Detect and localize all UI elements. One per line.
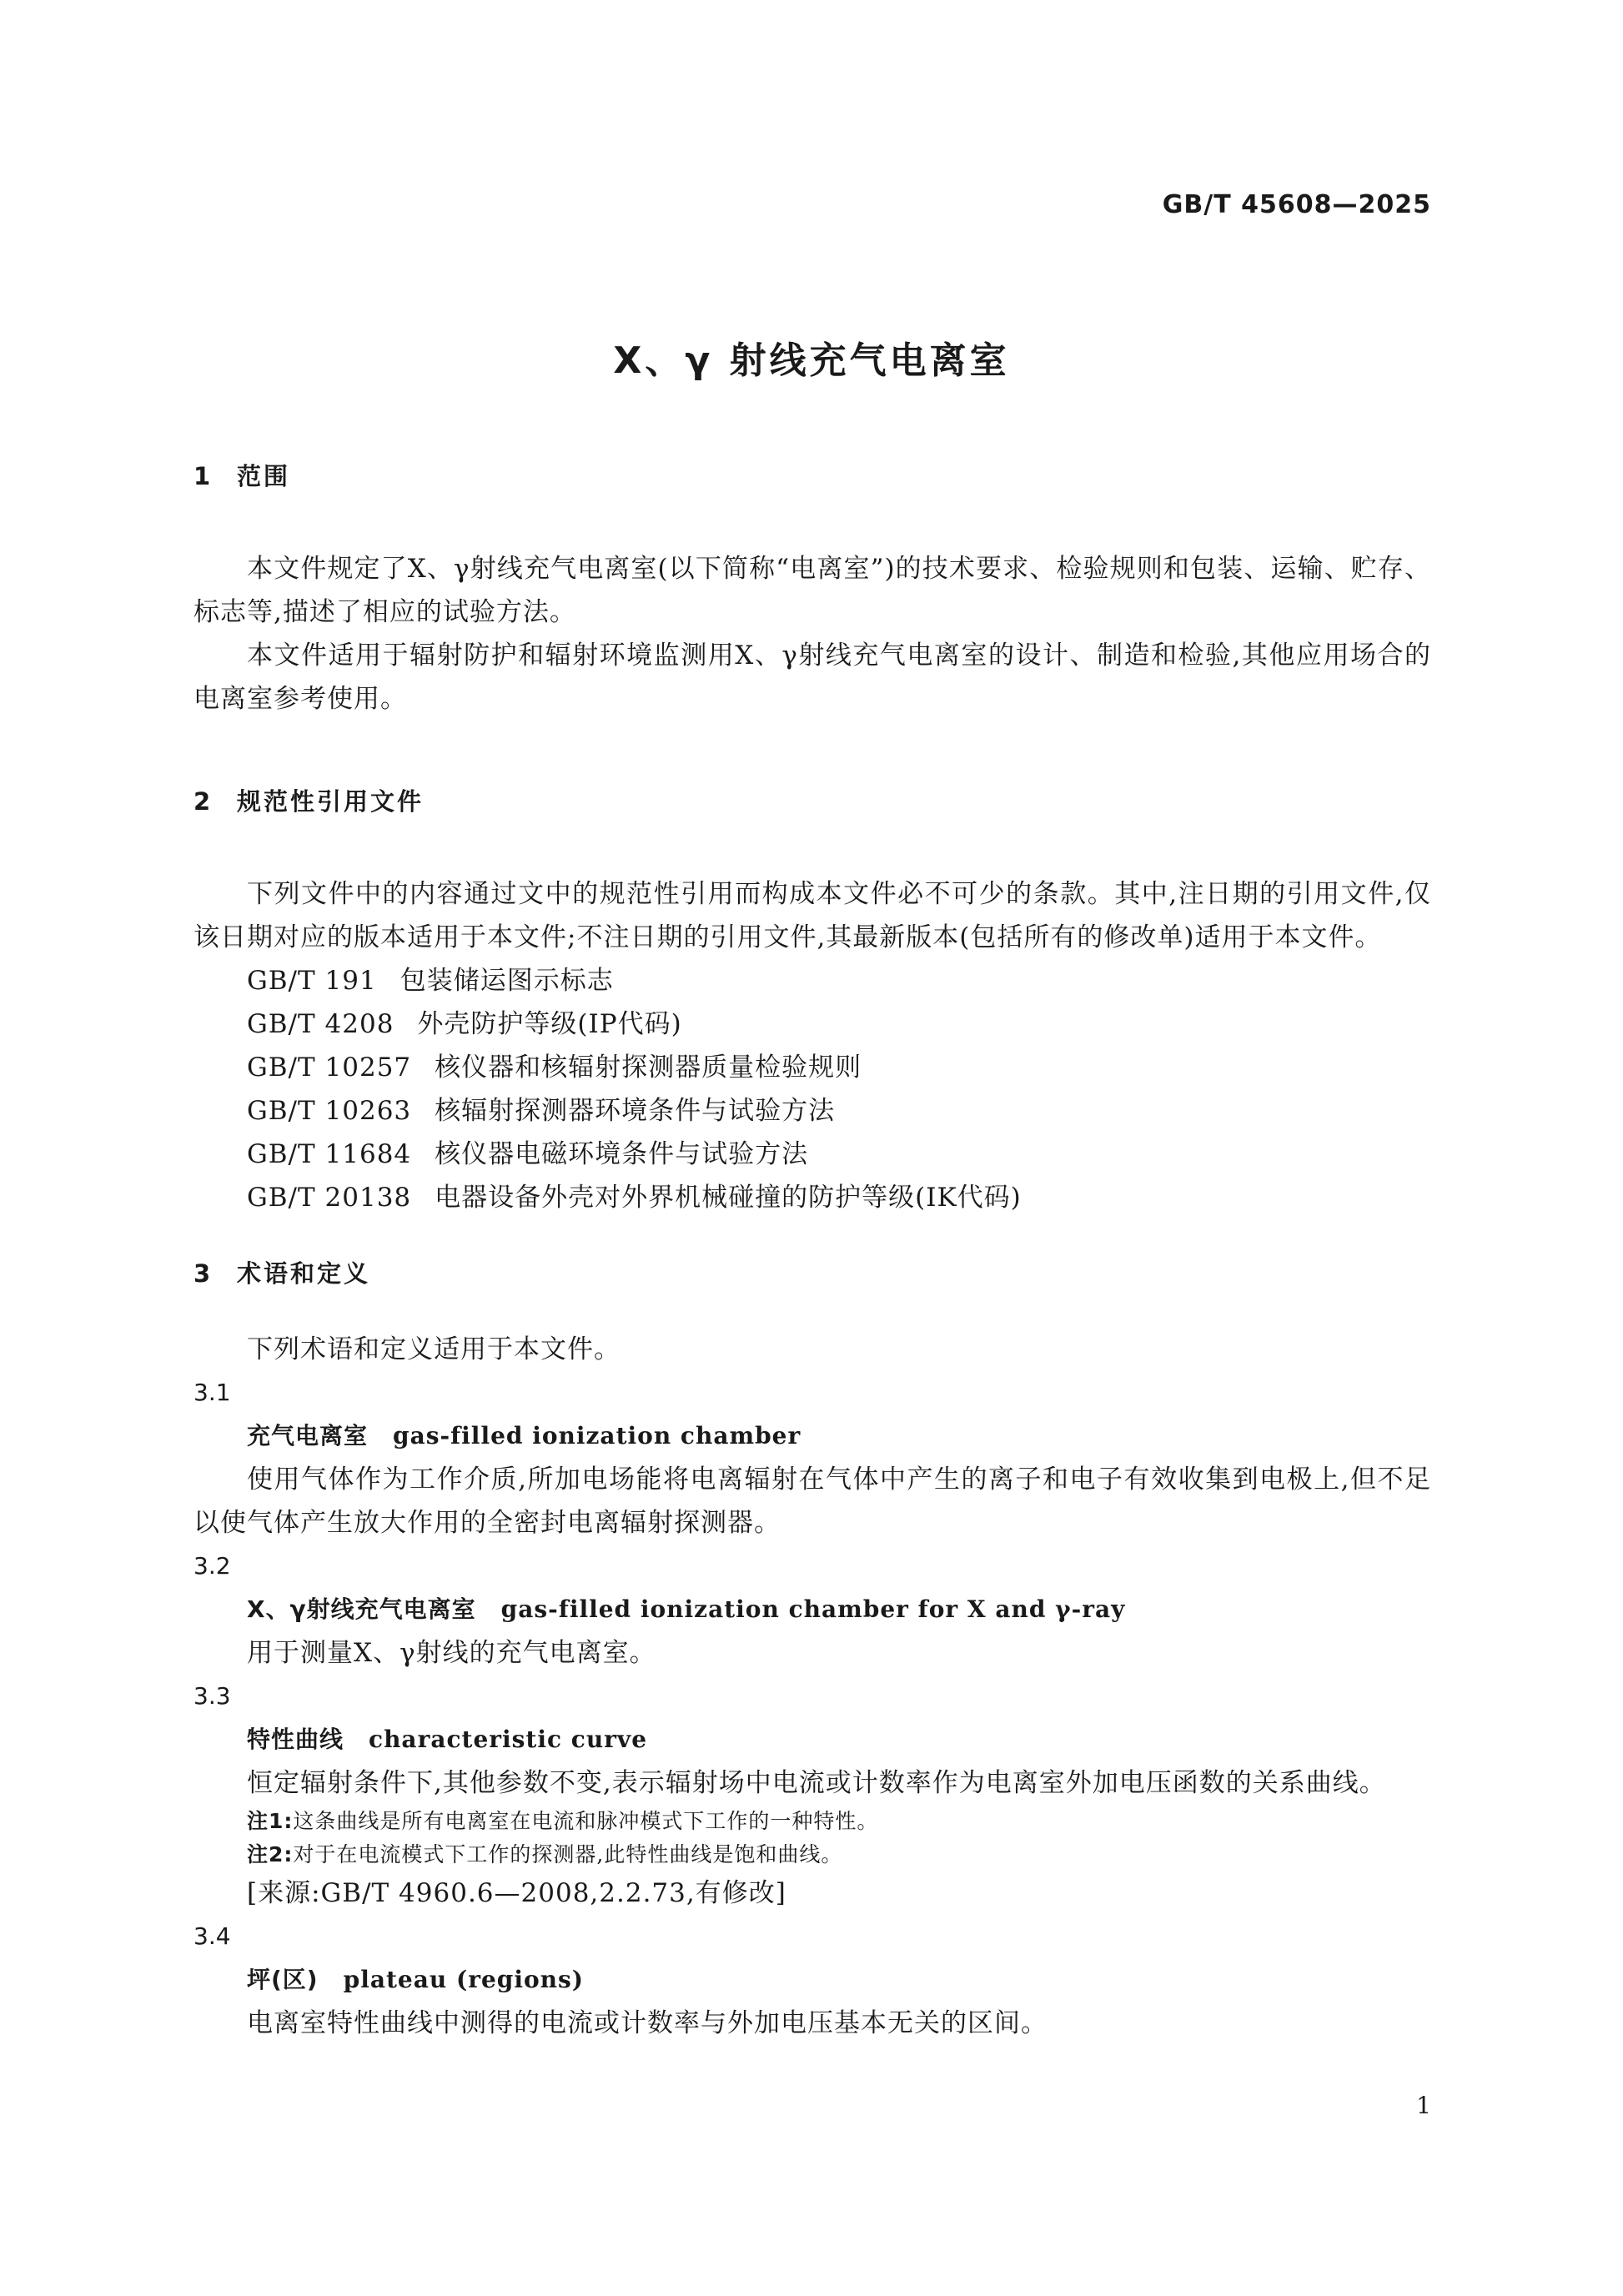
reference-item [193,1002,1431,1046]
reference-title: 外壳防护等级(IP代码) [417,1009,682,1039]
note-text: 对于在电流模式下工作的探测器,此特性曲线是饱和曲线。 [293,1842,843,1866]
term-chinese: 充气电离室 [247,1422,369,1449]
section-number: 3 [193,1259,211,1288]
section-number: 1 [193,462,211,490]
section-heading-normative-references [193,781,1431,822]
term-definition: 电离室特性曲线中测得的电流或计数率与外加电压基本无关的区间。 [247,2008,1048,2038]
reference-code: GB/T 10263 [247,1096,412,1126]
reference-title: 核仪器电磁环境条件与试验方法 [435,1139,809,1169]
term-english: plateau (regions) [343,1966,585,1993]
note-label: 注2: [247,1842,294,1866]
reference-item [193,1089,1431,1133]
section-title: 术语和定义 [237,1259,371,1288]
document-body [193,455,1431,2045]
section-title: 范围 [237,462,291,490]
section-title: 规范性引用文件 [237,787,425,816]
note-text: 这条曲线是所有电离室在电流和脉冲模式下工作的一种特性。 [293,1809,879,1833]
reference-item [193,959,1431,1002]
term-definition: 用于测量X、γ射线的充气电离室。 [247,1638,656,1668]
document-title: X、γ 射线充气电离室 [613,339,1010,382]
section-heading-scope [193,455,1431,497]
reference-item [193,1046,1431,1089]
term-definition: 使用气体作为工作介质,所加电场能将电离辐射在气体中产生的离子和电子有效收集到电极上,但不足以使气体产生放大作用的全密封电离辐射探测器。 [193,1465,1431,1538]
term-heading [193,1414,1431,1458]
reference-title: 核仪器和核辐射探测器质量检验规则 [435,1053,862,1083]
term-heading [193,1718,1431,1761]
section-number: 2 [193,787,211,816]
reference-title: 包装储运图示标志 [399,966,614,996]
reference-title: 电器设备外壳对外界机械碰撞的防护等级(IK代码) [435,1183,1022,1213]
term-note [193,1838,1431,1871]
standard-code: GB/T 45608—2025 [1162,190,1431,219]
page-number: 1 [1416,2092,1431,2119]
term-note [193,1805,1431,1838]
paragraph: 下列术语和定义适用于本文件。 [247,1334,621,1364]
reference-item [193,1133,1431,1176]
term-chinese: 坪(区) [247,1966,319,1993]
note-label: 注1: [247,1809,294,1833]
reference-code: GB/T 11684 [247,1139,412,1169]
reference-code: GB/T 10257 [247,1053,412,1083]
term-english: gas-filled ionization chamber [393,1422,801,1449]
term-definition: 恒定辐射条件下,其他参数不变,表示辐射场中电流或计数率作为电离室外加电压函数的关系曲线。 [247,1768,1386,1798]
reference-title: 核辐射探测器环境条件与试验方法 [435,1096,836,1126]
term-number: 3.2 [193,1552,231,1580]
term-chinese: 特性曲线 [247,1726,344,1753]
term-english: gas-filled ionization chamber for X and γ-ray [500,1595,1126,1623]
reference-code: GB/T 191 [247,966,377,996]
reference-code: GB/T 4208 [247,1009,394,1039]
term-source: [来源:GB/T 4960.6—2008,2.2.73,有修改] [247,1878,786,1908]
term-heading [193,1958,1431,2002]
term-number: 3.4 [193,1922,231,1950]
paragraph: 本文件规定了X、γ射线充气电离室(以下简称“电离室”)的技术要求、检验规则和包装、运输、贮存、标志等,描述了相应的试验方法。 [193,554,1431,627]
term-number: 3.1 [193,1379,231,1406]
paragraph: 下列文件中的内容通过文中的规范性引用而构成本文件必不可少的条款。其中,注日期的引用文件,仅该日期对应的版本适用于本文件;不注日期的引用文件,其最新版本(包括所有的修改单)适用于本文件。 [193,879,1431,952]
term-number: 3.3 [193,1682,231,1710]
paragraph: 本文件适用于辐射防护和辐射环境监测用X、γ射线充气电离室的设计、制造和检验,其他应用场合的电离室参考使用。 [193,641,1431,714]
term-heading [193,1588,1431,1631]
term-chinese: X、γ射线充气电离室 [247,1595,476,1623]
reference-code: GB/T 20138 [247,1183,412,1213]
reference-item [193,1176,1431,1219]
section-heading-terms-definitions [193,1253,1431,1294]
term-english: characteristic curve [369,1726,648,1753]
